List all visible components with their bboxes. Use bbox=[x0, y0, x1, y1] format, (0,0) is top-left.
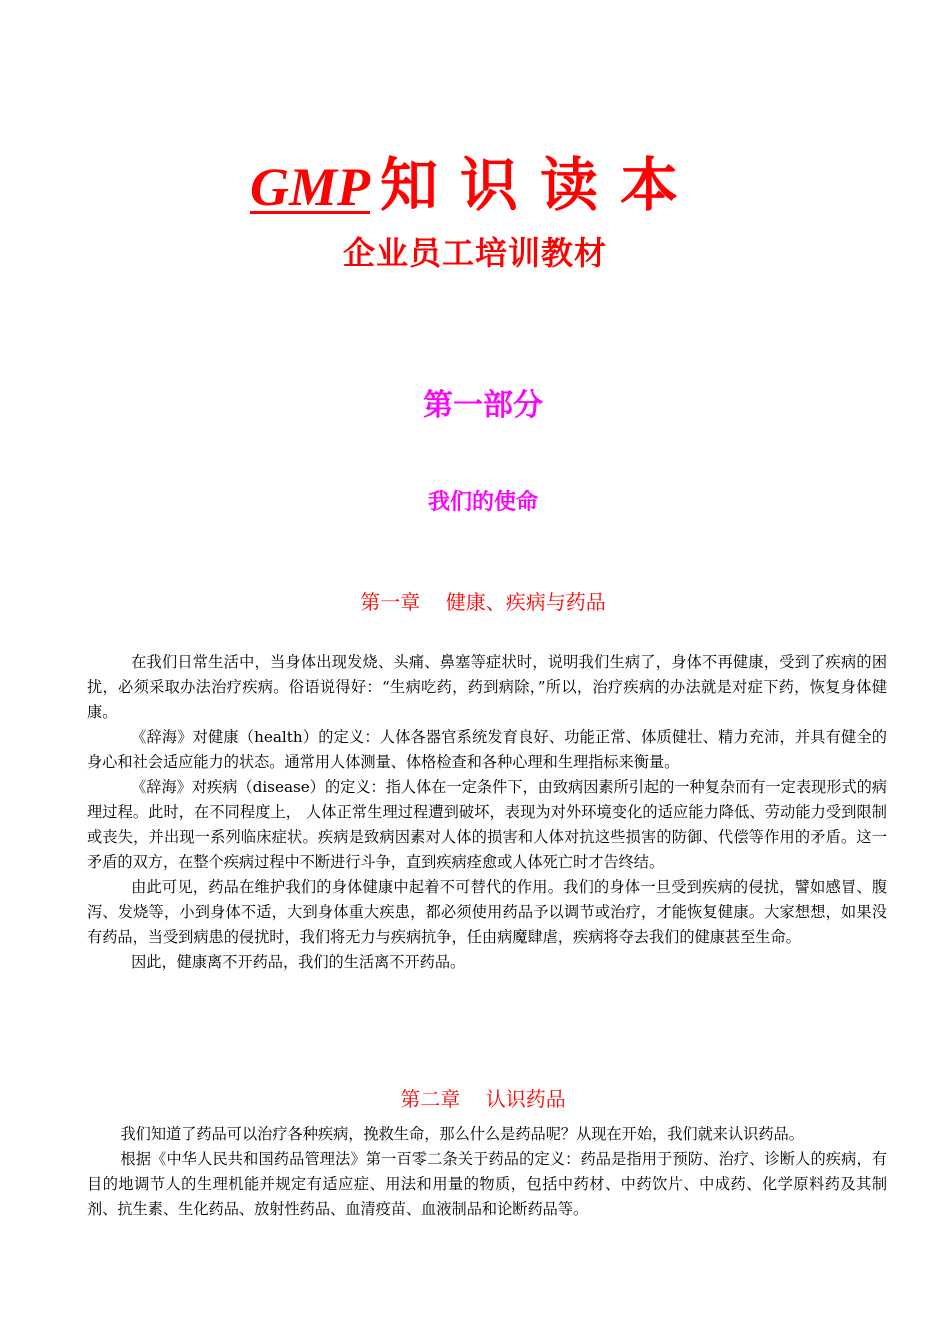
chapter1-heading: 第一章 健康、疾病与药品 bbox=[360, 590, 606, 614]
chapter2-body bbox=[87, 1122, 887, 1222]
chapter2-paragraph: 根据《中华人民共和国药品管理法》第一百零二条关于药品的定义：药品是指用于预防、治疗、诊断人的疾病，有目的地调节人的生理机能并规定有适应症、用法和用量的物质，包括中药材、中药饮片、中成药、化学原料药及其制剂、抗生素、生化药品、放射性药品、血清疫苗、血液制品和论断药品等。 bbox=[87, 1150, 887, 1218]
chapter1-paragraph: 由此可见，药品在维护我们的身体健康中起着不可替代的作用。我们的身体一旦受到疾病的侵扰，譬如感冒、腹泻、发烧等，小到身体不适，大到身体重大疾患，都必须使用药品予以调节或治疗，才能恢复健康。大家想想，如果没有药品，当受到病患的侵扰时，我们将无力与疾病抗争，任由病魔肆虐，疾病将夺去我们的健康甚至生命。 bbox=[87, 878, 887, 946]
title-chinese: 知识读本 bbox=[379, 151, 700, 219]
chapter1-paragraph: 《辞海》对健康（health）的定义：人体各器官系统发育良好、功能正常、体质健壮、精力充沛，并具有健全的身心和社会适应能力的状态。通常用人体测量、体格检查和各种心理和生理指标来衡量。 bbox=[87, 728, 887, 771]
chapter1-paragraph: 《辞海》对疾病（disease）的定义：指人体在一定条件下，由致病因素所引起的一种复杂而有一定表现形式的病理过程。此时，在不同程度上， 人体正常生理过程遭到破坏，表现为对外环境变化的适应能力降低、劳动能力受到限制或丧失，并出现一系列临床症状。疾病是致病因素对人体的损害和人体对抗这些损害的防御、代偿等作用的矛盾。这一矛盾的双方，在整个疾病过程中不断进行斗争，直到疾病痊愈或人体死亡时才告终结。 bbox=[87, 778, 887, 871]
document-title bbox=[0, 138, 950, 222]
chapter2-heading: 第二章 认识药品 bbox=[400, 1087, 566, 1111]
document-subtitle: 企业员工培训教材 bbox=[342, 234, 607, 272]
chapter1-paragraph: 在我们日常生活中，当身体出现发烧、头痛、鼻塞等症状时，说明我们生病了，身体不再健康，受到了疾病的困扰，必须采取办法治疗疾病。俗语说得好：“生病吃药，药到病除，”所以，治疗疾病的办法就是对症下药，恢复身体健康。 bbox=[87, 653, 887, 721]
chapter1-body bbox=[87, 650, 887, 975]
part-heading: 第一部分 bbox=[423, 388, 543, 423]
chapter1-paragraph: 因此，健康离不开药品，我们的生活离不开药品。 bbox=[131, 953, 466, 971]
chapter2-paragraph: 我们知道了药品可以治疗各种疾病，挽救生命，那么什么是药品呢？从现在开始，我们就来认识药品。 bbox=[120, 1125, 804, 1143]
title-gmp: GMP bbox=[249, 157, 370, 217]
mission-heading: 我们的使命 bbox=[427, 490, 538, 515]
